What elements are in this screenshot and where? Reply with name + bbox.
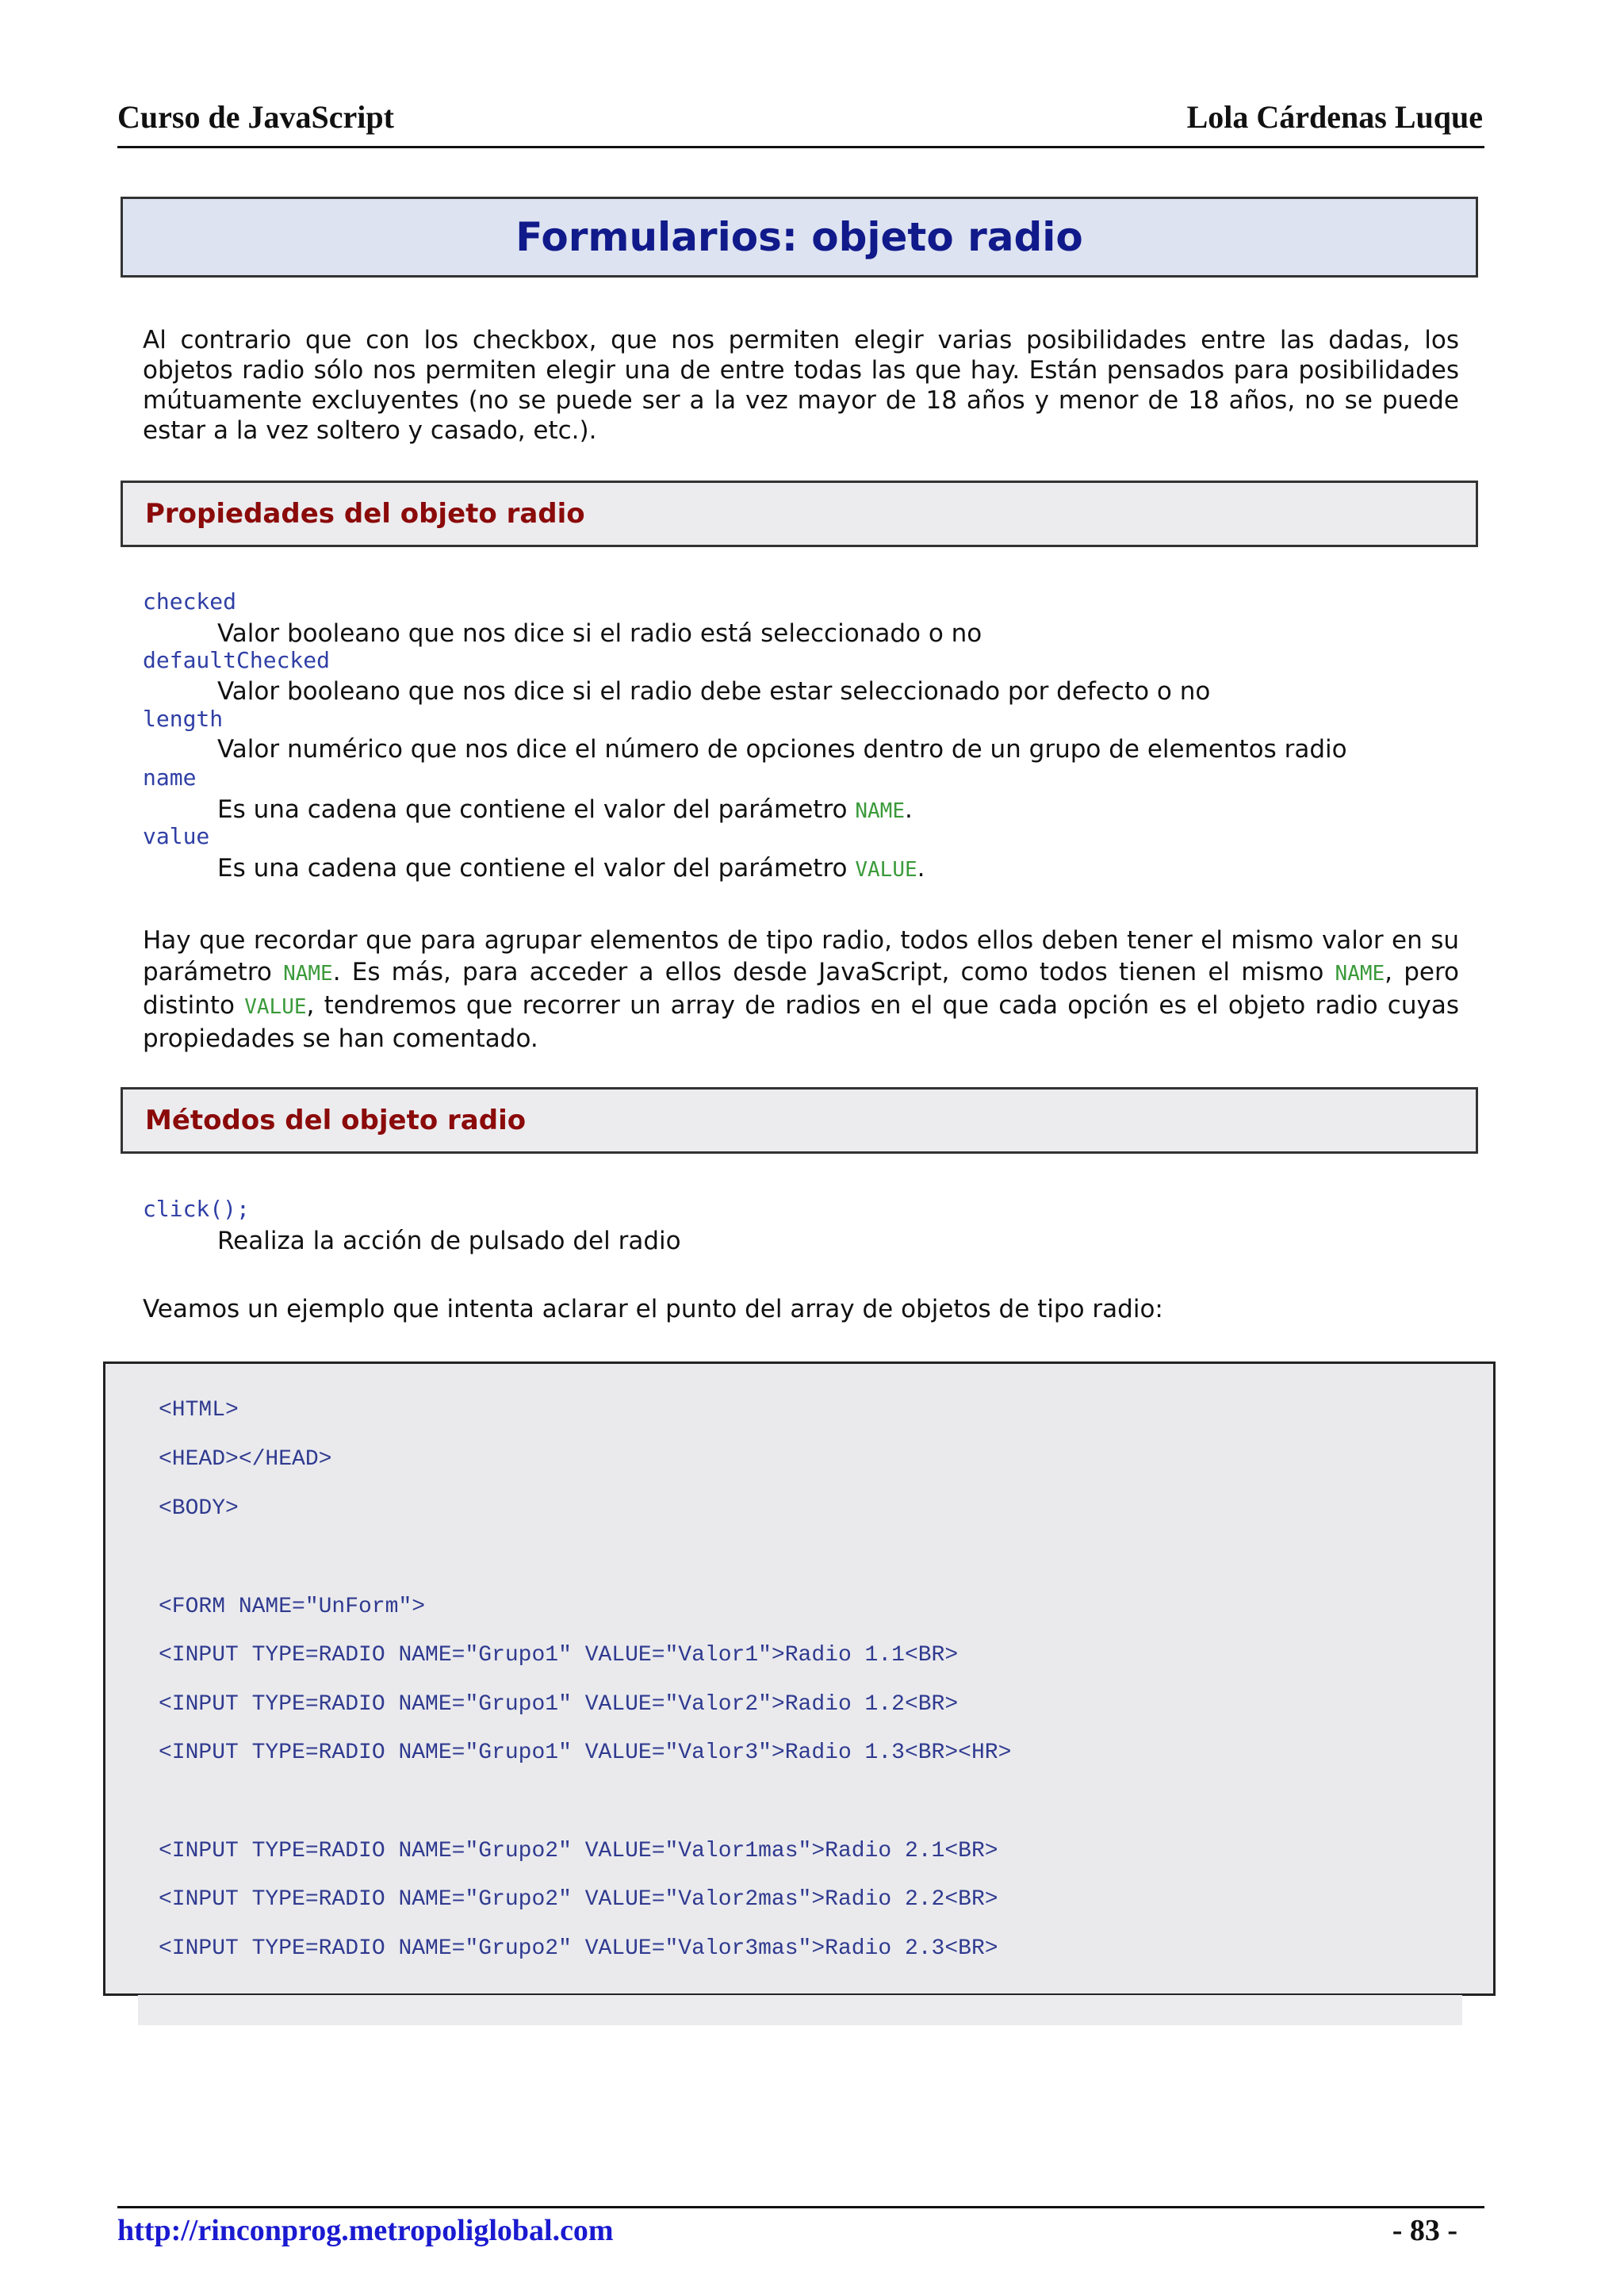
property-name: defaultChecked xyxy=(143,647,331,673)
code-line: <INPUT TYPE=RADIO NAME="Grupo2" VALUE="Valor1mas">Radio 2.1<BR> xyxy=(159,1839,998,1863)
properties-heading: Propiedades del objeto radio xyxy=(121,481,1478,547)
property-name: length xyxy=(143,706,224,732)
property-name: name xyxy=(143,764,197,791)
example-intro: Veamos un ejemplo que intenta aclarar el punto del array de objetos de tipo radio: xyxy=(143,1295,1163,1323)
footer-link[interactable]: http://rinconprog.metropoliglobal.com xyxy=(117,2214,614,2247)
property-description: Valor booleano que nos dice si el radio debe estar seleccionado por defecto o no xyxy=(217,677,1211,706)
property-description xyxy=(217,853,925,885)
code-line: <INPUT TYPE=RADIO NAME="Grupo2" VALUE="Valor2mas">Radio 2.2<BR> xyxy=(159,1887,998,1912)
methods-heading: Métodos del objeto radio xyxy=(121,1087,1478,1154)
property-description: Valor booleano que nos dice si el radio está seleccionado o no xyxy=(217,619,982,648)
footer-rule xyxy=(117,2206,1484,2208)
property-description xyxy=(217,795,913,826)
keyword-name: NAME xyxy=(855,799,905,823)
running-header-course: Curso de JavaScript xyxy=(117,99,394,135)
property-description: Valor numérico que nos dice el número de opciones dentro de un grupo de elementos radio xyxy=(217,735,1347,764)
running-header-author: Lola Cárdenas Luque xyxy=(1186,99,1483,135)
property-description-text: Es una cadena que contiene el valor del parámetro xyxy=(217,795,856,824)
header-rule xyxy=(117,146,1484,148)
keyword-name: NAME xyxy=(1335,962,1385,986)
property-description-suffix: . xyxy=(917,854,925,883)
grouping-paragraph xyxy=(143,925,1459,1055)
code-box-shadow xyxy=(138,1995,1462,2025)
code-line: <INPUT TYPE=RADIO NAME="Grupo1" VALUE="Valor1">Radio 1.1<BR> xyxy=(159,1643,959,1668)
property-name: checked xyxy=(143,588,237,615)
grouping-text: , pero distinto xyxy=(143,958,1459,1020)
code-line: <HEAD></HEAD> xyxy=(159,1447,332,1472)
property-description-text: Es una cadena que contiene el valor del parámetro xyxy=(217,854,856,883)
page-title: Formularios: objeto radio xyxy=(121,197,1478,278)
method-description: Realiza la acción de pulsado del radio xyxy=(217,1227,681,1255)
grouping-text: , tendremos que recorrer un array de radios en el que cada opción es el objeto radio cuyas propiedades se han comentado. xyxy=(143,991,1459,1053)
code-line: <FORM NAME="UnForm"> xyxy=(159,1595,426,1619)
intro-paragraph: Al contrario que con los checkbox, que nos permiten elegir varias posibilidades entre las dadas, los objetos radio sólo nos permiten elegir una de entre todas las que hay. Están pensados para posibilidades mútuamente excluyentes (no se puede ser a la vez mayor de 18 años y menor de 18 años, no se puede estar a la vez soltero y casado, etc.). xyxy=(143,326,1459,445)
code-line: <BODY> xyxy=(159,1496,239,1521)
keyword-value: VALUE xyxy=(855,858,917,882)
code-line: <HTML> xyxy=(159,1398,239,1423)
method-name: click(); xyxy=(143,1196,250,1222)
property-description-suffix: . xyxy=(904,795,913,824)
property-name: value xyxy=(143,823,210,849)
code-line: <INPUT TYPE=RADIO NAME="Grupo2" VALUE="Valor3mas">Radio 2.3<BR> xyxy=(159,1936,998,1961)
grouping-text: . Es más, para acceder a ellos desde JavaScript, como todos tienen el mismo xyxy=(332,958,1335,986)
page-number: - 83 - xyxy=(1392,2214,1457,2247)
grouping-text: Hay que recordar que para agrupar elementos de tipo radio, todos ellos deben tener el mismo valor en su parámetro xyxy=(143,926,1459,986)
keyword-name: NAME xyxy=(283,962,333,986)
code-line: <INPUT TYPE=RADIO NAME="Grupo1" VALUE="Valor3">Radio 1.3<BR><HR> xyxy=(159,1741,1012,1765)
code-line: <INPUT TYPE=RADIO NAME="Grupo1" VALUE="Valor2">Radio 1.2<BR> xyxy=(159,1692,959,1717)
keyword-value: VALUE xyxy=(244,995,307,1019)
